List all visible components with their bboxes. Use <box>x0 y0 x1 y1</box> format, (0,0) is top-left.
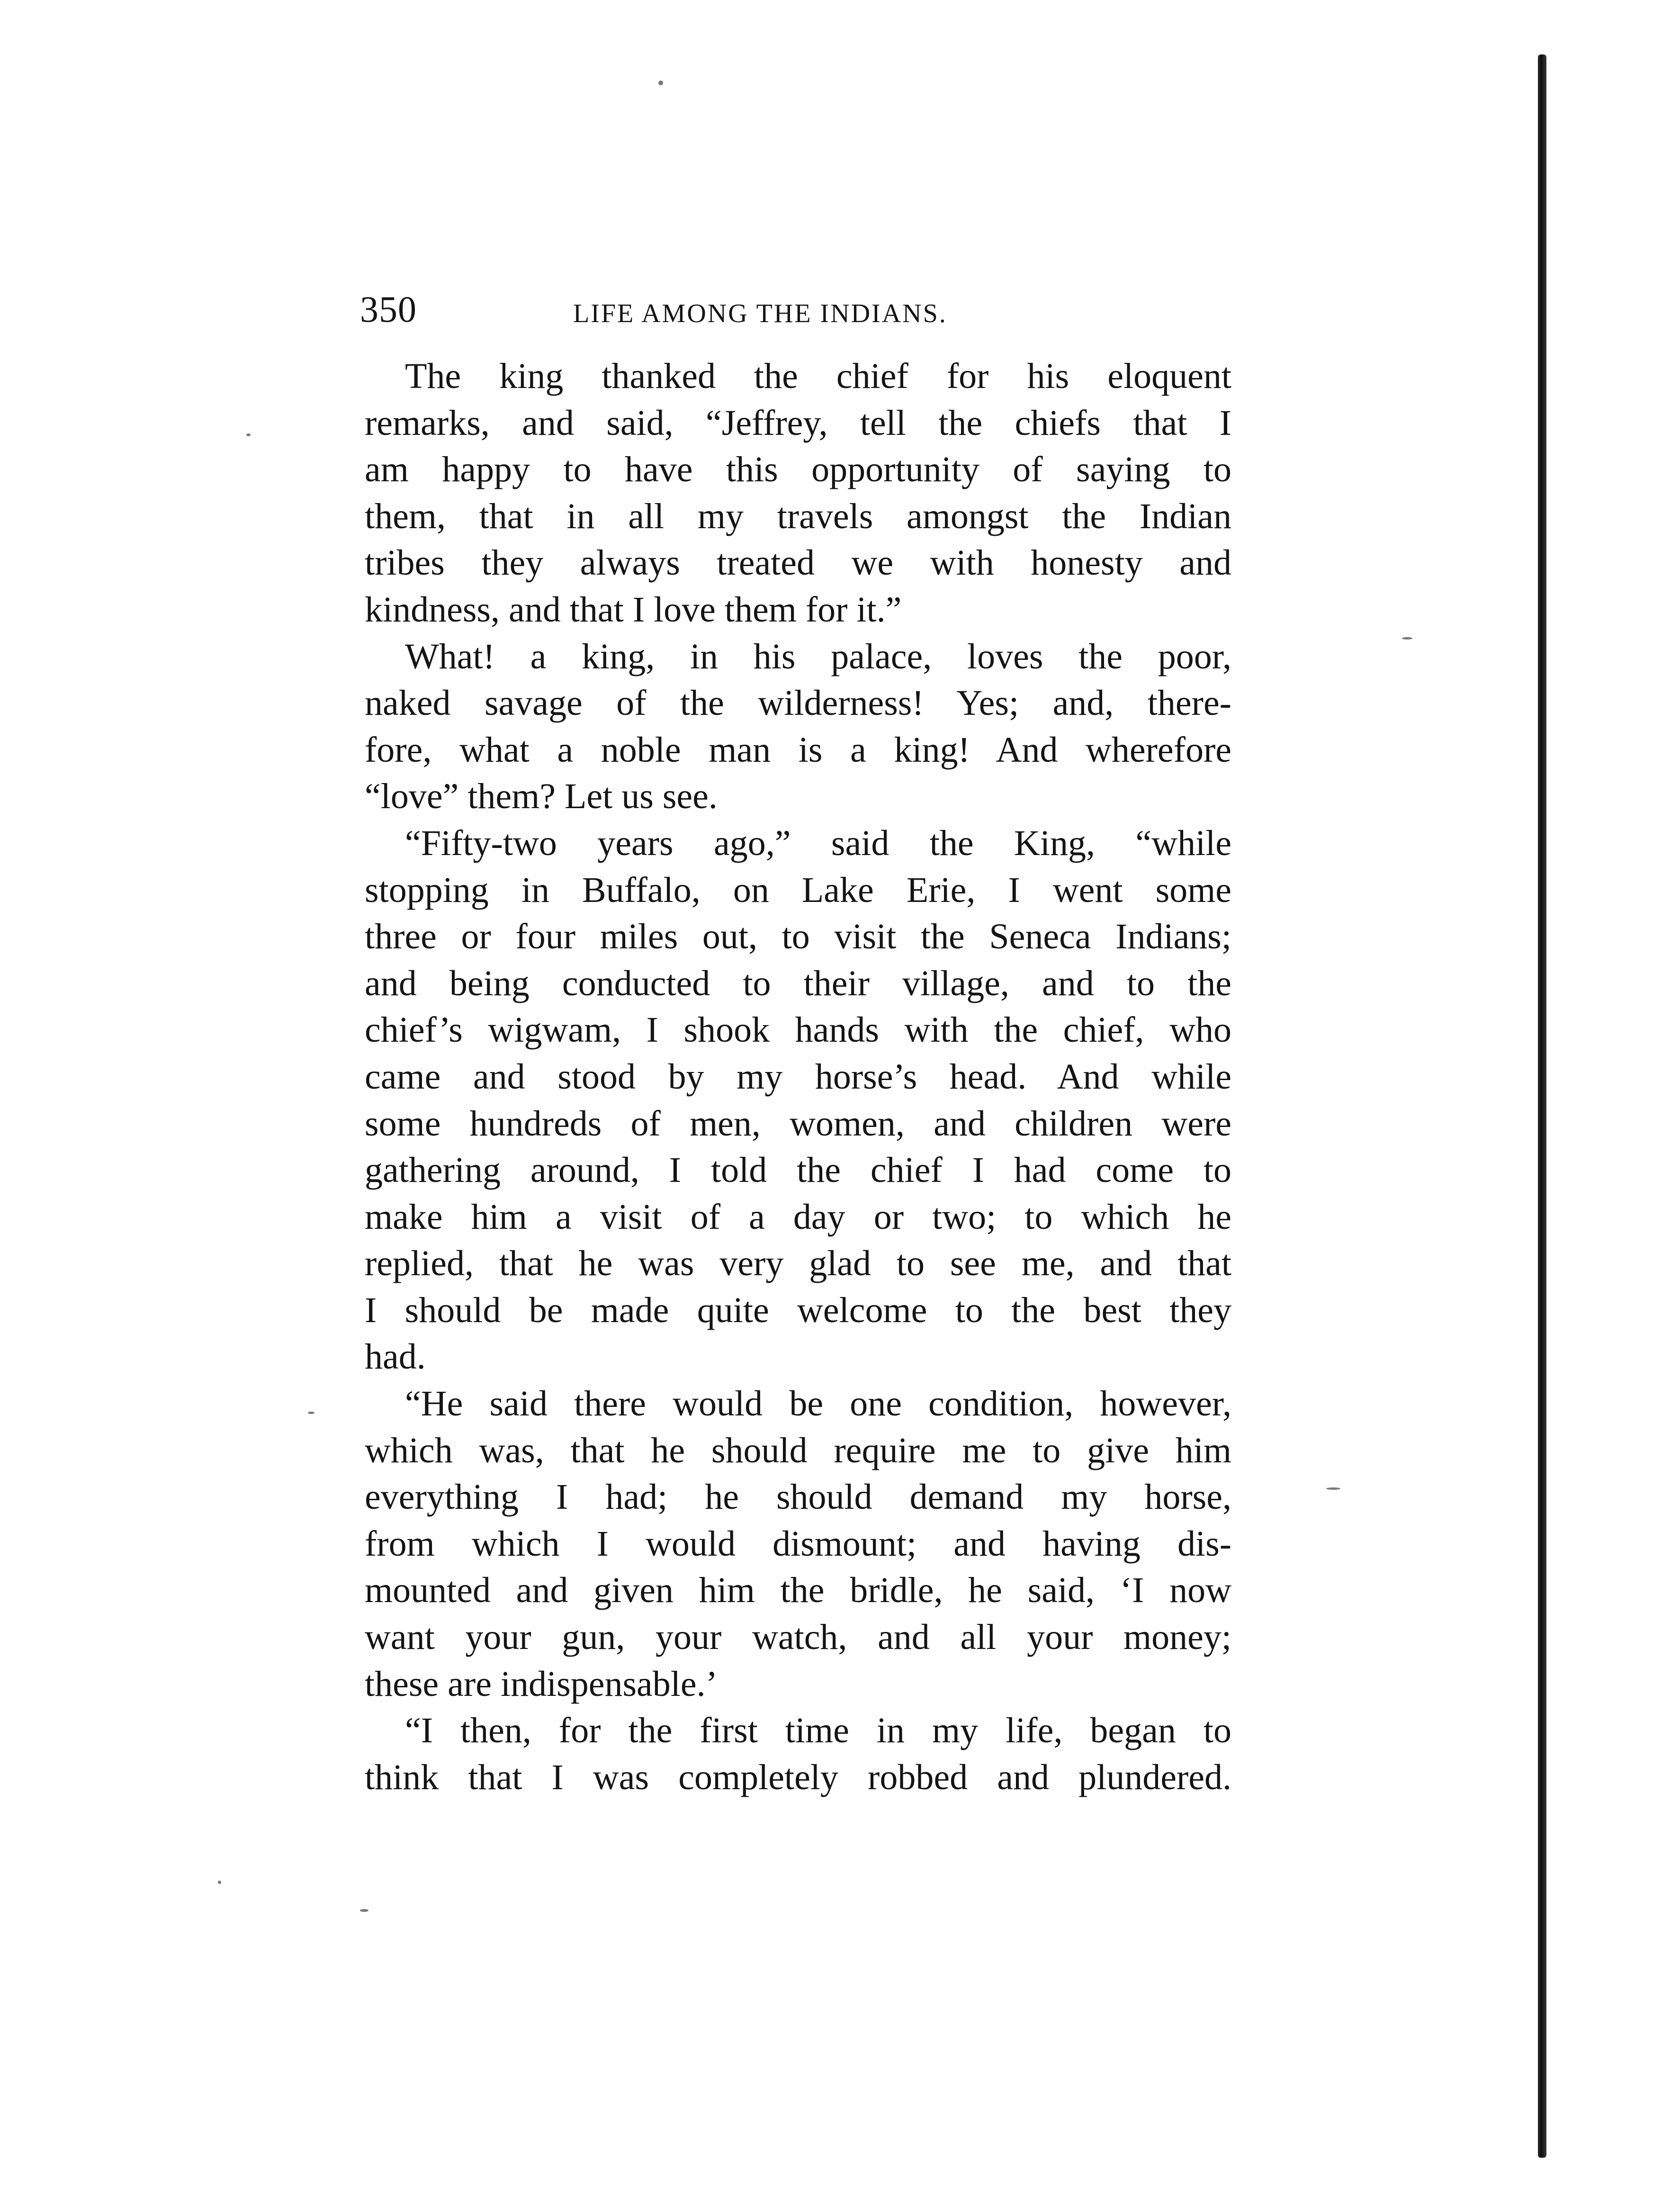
text-line: stopping in Buffalo, on Lake Erie, I went some <box>365 870 1231 910</box>
text-line: three or four miles out, to visit the Seneca Indians; <box>365 917 1231 957</box>
text-line: The king thanked the chief for his eloquent <box>405 356 1231 396</box>
page-number: 350 <box>360 288 417 330</box>
text-line: am happy to have this opportunity of saying to <box>365 450 1231 490</box>
text-line: “I then, for the first time in my life, began to <box>405 1711 1231 1751</box>
text-line: “He said there would be one condition, however, <box>405 1384 1231 1424</box>
text-line: these are indispensable.’ <box>365 1664 718 1704</box>
text-line: think that I was completely robbed and plundered. <box>365 1757 1231 1797</box>
text-line: mounted and given him the bridle, he said, ‘I now <box>365 1570 1231 1611</box>
text-line: want your gun, your watch, and all your money; <box>365 1617 1231 1658</box>
text-line: and being conducted to their village, and to the <box>365 963 1231 1003</box>
text-line: some hundreds of men, women, and children were <box>365 1103 1231 1144</box>
text-line: had. <box>365 1337 426 1377</box>
scan-speck <box>658 81 663 85</box>
text-line: from which I would dismount; and having dis- <box>365 1523 1231 1564</box>
scan-speck <box>218 1881 221 1884</box>
text-line: fore, what a noble man is a king! And wherefore <box>365 730 1231 770</box>
text-line: “love” them? Let us see. <box>365 776 718 817</box>
text-line: gathering around, I told the chief I had come to <box>365 1150 1231 1190</box>
text-line: tribes they always treated we with honesty and <box>365 543 1231 583</box>
scan-speck <box>360 1909 368 1912</box>
text-line: “Fifty-two years ago,” said the King, “while <box>405 823 1231 863</box>
running-head <box>360 287 1004 332</box>
running-title: LIFE AMONG THE INDIANS. <box>573 299 947 328</box>
text-line: I should be made quite welcome to the best they <box>365 1290 1231 1330</box>
text-line: replied, that he was very glad to see me, and that <box>365 1243 1231 1284</box>
text-line: What! a king, in his palace, loves the poor, <box>405 636 1231 676</box>
scan-speck <box>308 1412 314 1414</box>
scan-speck <box>246 433 251 436</box>
scan-speck <box>1326 1487 1340 1490</box>
binding-edge <box>1538 54 1546 2158</box>
text-line: came and stood by my horse’s head. And while <box>365 1056 1231 1097</box>
text-line: remarks, and said, “Jeffrey, tell the chiefs that I <box>365 403 1231 443</box>
text-line: make him a visit of a day or two; to which he <box>365 1197 1231 1237</box>
text-line: naked savage of the wilderness! Yes; and, there- <box>365 683 1231 723</box>
scan-speck <box>1402 637 1412 640</box>
text-line: chief’s wigwam, I shook hands with the chief, who <box>365 1010 1231 1050</box>
text-line: kindness, and that I love them for it.” <box>365 589 902 630</box>
text-line: which was, that he should require me to give him <box>365 1430 1231 1470</box>
text-line: them, that in all my travels amongst the Indian <box>365 496 1231 536</box>
body-text <box>365 353 1231 1801</box>
text-line: everything I had; he should demand my horse, <box>365 1477 1231 1517</box>
